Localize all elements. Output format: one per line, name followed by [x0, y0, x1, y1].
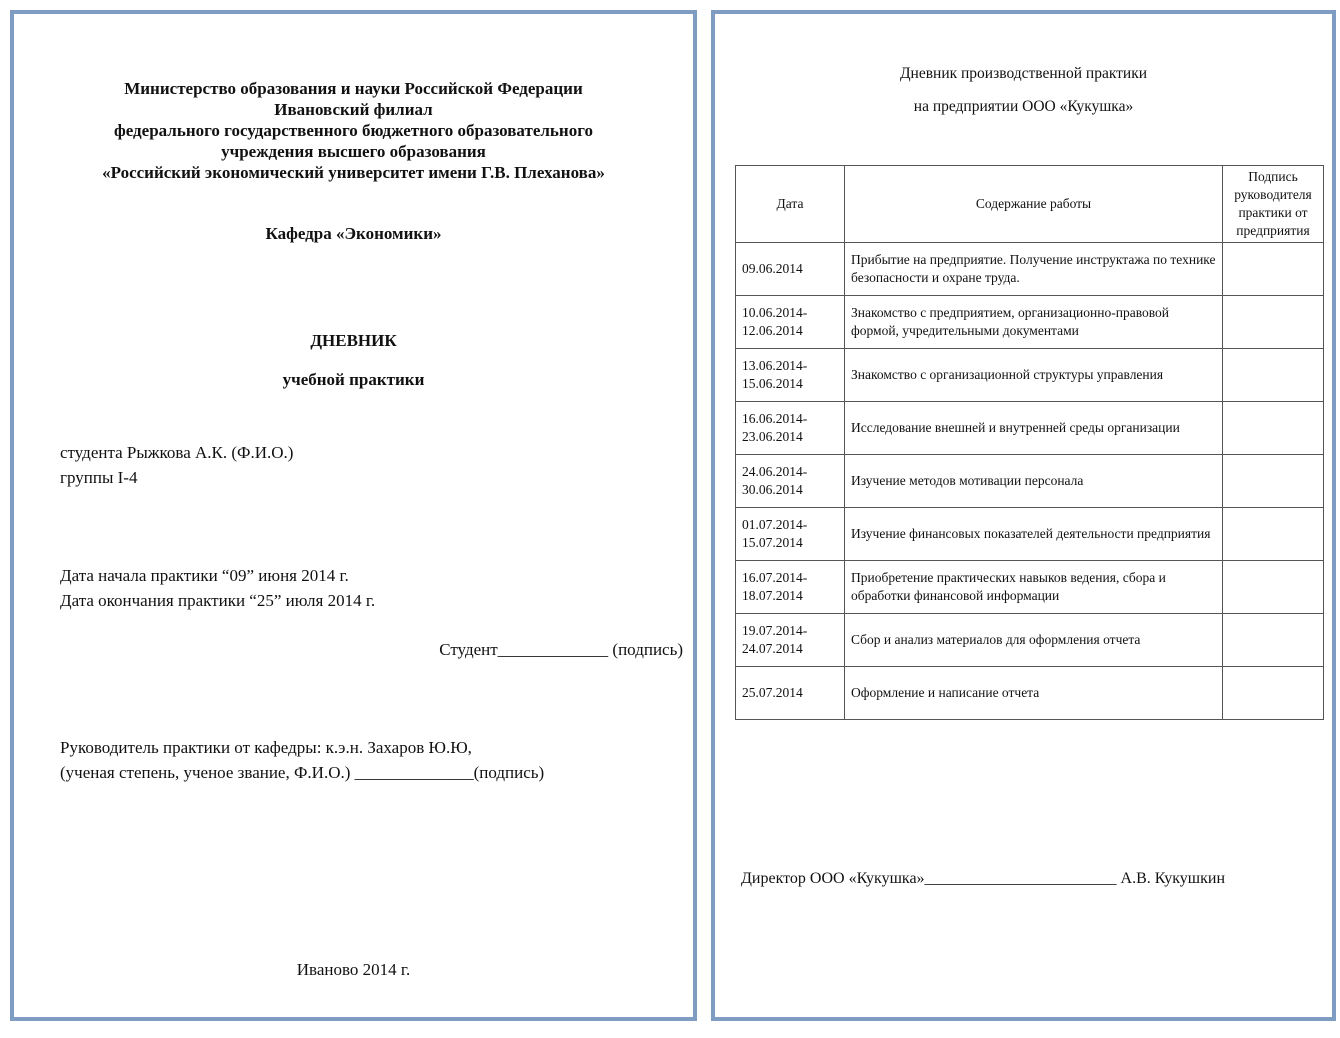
table-row: [736, 508, 1324, 561]
director-signature-line: Директор ООО «Кукушка»________________________ А.В. Кукушкин: [741, 870, 1226, 887]
student-signature-line: Студент_____________ (подпись): [439, 640, 683, 659]
signature-cell: [1223, 243, 1324, 296]
table-row: [736, 243, 1324, 296]
student-info: [60, 440, 293, 490]
table-row: [736, 296, 1324, 349]
content-cell: Изучение методов мотивации персонала: [845, 455, 1223, 508]
supervisor-info: [60, 735, 544, 785]
table-row: [736, 349, 1324, 402]
date-cell: 25.07.2014: [736, 667, 845, 720]
table-header-row: [736, 166, 1324, 243]
content-cell: Сбор и анализ материалов для оформления отчета: [845, 614, 1223, 667]
supervisor-line: Руководитель практики от кафедры: к.э.н. Захаров Ю.Ю,: [60, 738, 472, 757]
content-cell: Приобретение практических навыков ведения, сбора и обработки финансовой информации: [845, 561, 1223, 614]
content-cell: Знакомство с организационной структуры управления: [845, 349, 1223, 402]
content-cell: Оформление и написание отчета: [845, 667, 1223, 720]
column-header-date: Дата: [736, 166, 845, 243]
signature-cell: [1223, 508, 1324, 561]
department-name: Кафедра «Экономики»: [265, 224, 442, 243]
table-row: [736, 402, 1324, 455]
document-title: ДНЕВНИК: [310, 331, 397, 350]
ministry-line: Министерство образования и науки Российской Федерации: [124, 79, 583, 98]
column-header-content: Содержание работы: [845, 166, 1223, 243]
signature-cell: [1223, 455, 1324, 508]
date-cell: 01.07.2014-15.07.2014: [736, 508, 845, 561]
table-row: [736, 614, 1324, 667]
student-line: студента Рыжкова А.К. (Ф.И.О.): [60, 443, 294, 462]
start-date-line: Дата начала практики “09” июня 2014 г.: [60, 566, 349, 585]
document-subtitle: учебной практики: [282, 370, 425, 389]
federal-line: федерального государственного бюджетного образовательного: [113, 121, 594, 140]
signature-cell: [1223, 402, 1324, 455]
institution-line: учреждения высшего образования: [221, 142, 486, 161]
group-line: группы I-4: [60, 468, 138, 487]
signature-cell: [1223, 667, 1324, 720]
table-row: [736, 561, 1324, 614]
end-date-line: Дата окончания практики “25” июля 2014 г.: [60, 591, 376, 610]
content-cell: Прибытие на предприятие. Получение инструктажа по технике безопасности и охране труда.: [845, 243, 1223, 296]
date-cell: 10.06.2014-12.06.2014: [736, 296, 845, 349]
signature-cell: [1223, 561, 1324, 614]
university-line: «Российский экономический университет имени Г.В. Плеханова»: [102, 163, 605, 182]
diary-table: [735, 165, 1324, 720]
date-cell: 09.06.2014: [736, 243, 845, 296]
date-cell: 19.07.2014-24.07.2014: [736, 614, 845, 667]
content-cell: Знакомство с предприятием, организационно-правовой формой, учредительными документами: [845, 296, 1223, 349]
signature-cell: [1223, 614, 1324, 667]
supervisor-details-line: (ученая степень, ученое звание, Ф.И.О.) ______________(подпись): [60, 763, 545, 782]
signature-cell: [1223, 296, 1324, 349]
diary-page: [711, 10, 1336, 1021]
date-cell: 24.06.2014-30.06.2014: [736, 455, 845, 508]
institution-header: [14, 78, 693, 183]
practice-dates: [60, 563, 375, 613]
date-cell: 16.06.2014-23.06.2014: [736, 402, 845, 455]
content-cell: Исследование внешней и внутренней среды организации: [845, 402, 1223, 455]
table-row: [736, 667, 1324, 720]
table-row: [736, 455, 1324, 508]
title-page: [10, 10, 697, 1021]
signature-cell: [1223, 349, 1324, 402]
diary-title: Дневник производственной практики: [899, 65, 1148, 82]
city-year: Иваново 2014 г.: [296, 960, 411, 979]
branch-line: Ивановский филиал: [274, 100, 433, 119]
date-cell: 13.06.2014-15.06.2014: [736, 349, 845, 402]
content-cell: Изучение финансовых показателей деятельности предприятия: [845, 508, 1223, 561]
date-cell: 16.07.2014-18.07.2014: [736, 561, 845, 614]
diary-company-line: на предприятии ООО «Кукушка»: [913, 98, 1134, 115]
column-header-signature: Подпись руководителя практики от предприятия: [1223, 166, 1324, 243]
